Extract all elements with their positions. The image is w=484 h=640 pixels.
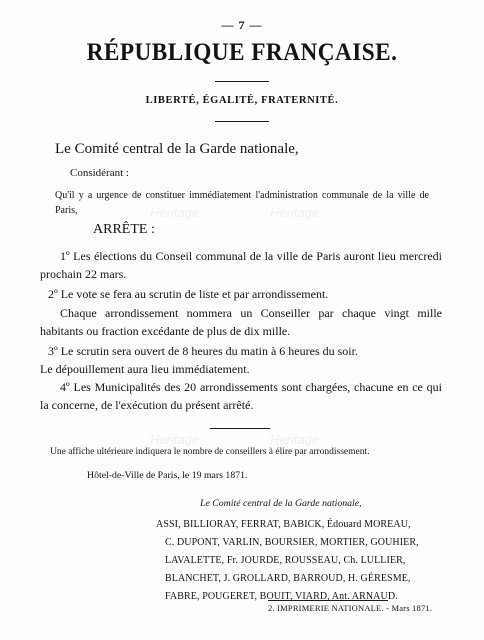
- watermark: Heritage: [270, 432, 320, 447]
- page-title: RÉPUBLIQUE FRANÇAISE.: [86, 39, 398, 66]
- motto-rule: [215, 121, 269, 122]
- page-number: — 7 —: [221, 18, 263, 32]
- motto: LIBERTÉ, ÉGALITÉ, FRATERNITÉ.: [145, 95, 339, 106]
- signatory-line: LAVALETTE, Fr. JOURDE, ROUSSEAU, Ch. LULLIER,: [165, 555, 406, 566]
- watermark: Heritage: [270, 205, 320, 220]
- considerant-label: Considérant :: [70, 167, 129, 179]
- arrete-heading: ARRÊTE :: [93, 222, 155, 237]
- articles-rule: [210, 428, 270, 429]
- signatory-line: ASSI, BILLIORAY, FERRAT, BABICK, Édouard MOREAU,: [156, 519, 411, 530]
- signatory-line: C. DUPONT, VARLIN, BOURSIER, MORTIER, GOUHIER,: [165, 537, 419, 548]
- article-2-detail: Chaque arrondissement nommera un Conseiller par chaque vingt mille habitants ou fraction excédante de plus de dix mille.: [40, 306, 442, 338]
- article-1: 1º Les élections du Conseil communal de la ville de Paris auront lieu mercredi prochain 22 mars.: [40, 249, 442, 281]
- watermark: Heritage: [150, 205, 200, 220]
- signatory-line: FABRE, POUGERET, BOUIT, VIARD, Ant. ARNAUD.: [165, 591, 398, 602]
- printer-rule: [268, 600, 388, 601]
- title-rule: [215, 81, 269, 82]
- committee-heading: Le Comité central de la Garde nationale,: [55, 141, 299, 157]
- article-2: 2º Le vote se fera au scrutin de liste et par arrondissement.: [48, 287, 329, 301]
- article-3-detail: Le dépouillement aura lieu immédiatement.: [40, 362, 250, 376]
- signature-heading: Le Comité central de la Garde nationale,: [200, 498, 362, 509]
- note-text: Une affiche ultérieure indiquera le nombre de conseillers à élire par arrondissement.: [50, 447, 370, 457]
- article-3: 3º Le scrutin sera ouvert de 8 heures du matin à 6 heures du soir.: [48, 344, 358, 358]
- watermark: Heritage: [150, 432, 200, 447]
- date-line: Hôtel-de-Ville de Paris, le 19 mars 1871.: [87, 470, 248, 481]
- printer-line: 2. IMPRIMERIE NATIONALE. - Mars 1871.: [268, 603, 433, 613]
- signatory-line: BLANCHET, J. GROLLARD, BARROUD, H. GÉRESME,: [165, 573, 411, 584]
- article-4: 4º Les Municipalités des 20 arrondissements sont chargées, chacune en ce qui la concerne, de l'exécution du présent arrêté.: [40, 380, 442, 412]
- urgence-paragraph: Qu'il y a urgence de constituer immédiatement l'administration communale de la ville de Paris,: [55, 190, 429, 216]
